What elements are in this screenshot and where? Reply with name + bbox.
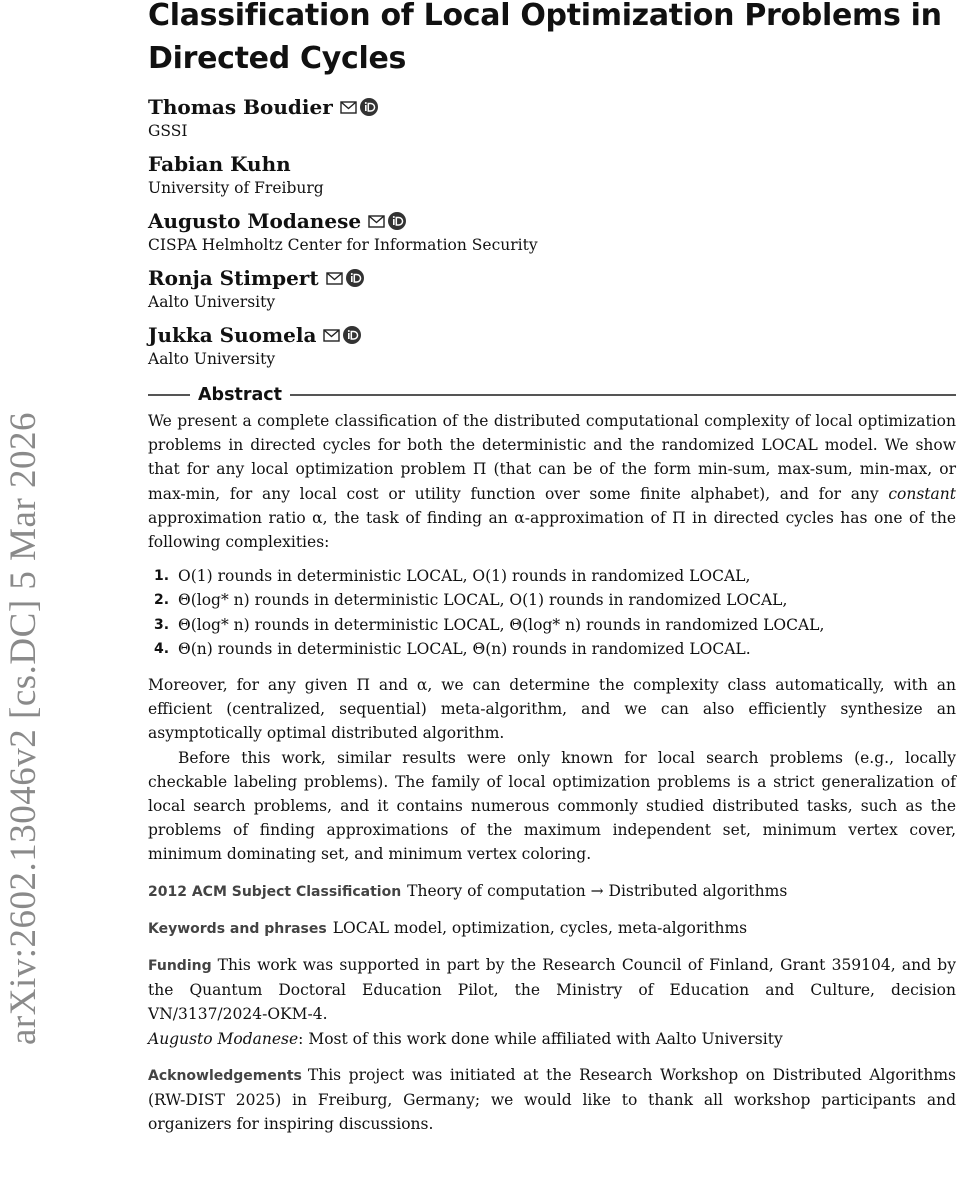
orcid-icon[interactable]: [343, 326, 361, 344]
author-name: Augusto Modanese: [148, 209, 362, 233]
complexity-list: [148, 564, 956, 661]
author-name-row: [148, 151, 956, 177]
list-item: 2. Θ(log* n) rounds in deterministic LOCAL, O(1) rounds in randomized LOCAL,: [154, 591, 788, 610]
author-block: [148, 94, 956, 142]
list-item: 3. Θ(log* n) rounds in deterministic LOCAL, Θ(log* n) rounds in randomized LOCAL,: [154, 615, 825, 634]
author-list: [148, 94, 956, 370]
author-name: Thomas Boudier: [148, 95, 333, 119]
email-icon[interactable]: [368, 215, 385, 228]
email-icon[interactable]: [326, 272, 343, 285]
author-block: [148, 322, 956, 370]
email-icon[interactable]: [340, 101, 357, 114]
author-name: Ronja Stimpert: [148, 266, 319, 290]
email-icon[interactable]: [323, 329, 340, 342]
list-item: 1. O(1) rounds in deterministic LOCAL, O(1) rounds in randomized LOCAL,: [154, 567, 751, 586]
author-affiliation: CISPA Helmholtz Center for Information Security: [148, 236, 538, 254]
abstract-intro: We present a complete classification of the distributed computational complexity of local optimization problems in directed cycles for both the deterministic and the randomized LOCAL model. We show that for any local optimization problem Π (that can be of the form min-sum, max-sum, min-max, or max-min, for any local cost or utility function over some finite alphabet), and for any constant approximation ratio α, the task of finding an α-approximation of Π in directed cycles has one of the following complexities:: [148, 412, 956, 552]
funding: Funding This work was supported in part by the Research Council of Finland, Grant 359104, and by the Quantum Doctoral Education Pilot, the Ministry of Education and Culture, decision VN/3137/2024-OKM-4. Augusto Modanese: Most of this work done while affiliated with Aalto University: [148, 956, 956, 1048]
orcid-icon[interactable]: [346, 269, 364, 287]
author-affiliation: Aalto University: [148, 350, 276, 368]
author-name-row: [148, 208, 956, 234]
author-block: [148, 208, 956, 256]
divider: [290, 394, 956, 396]
list-item: 4. Θ(n) rounds in deterministic LOCAL, Θ(n) rounds in randomized LOCAL.: [154, 639, 751, 658]
funding-note-name: Augusto Modanese: [148, 1029, 299, 1048]
author-name-row: [148, 265, 956, 291]
acm-classification: 2012 ACM Subject Classification Theory of computation → Distributed algorithms: [148, 881, 788, 900]
orcid-icon[interactable]: [360, 98, 378, 116]
arxiv-identifier: arXiv:2602.13046v2 [cs.DC] 5 Mar 2026: [3, 411, 44, 1045]
abstract-heading-row: [148, 382, 956, 408]
abstract-paragraph-2: Moreover, for any given Π and α, we can determine the complexity class automatically, with an efficient (centralized, sequential) meta-algorithm, and we can also efficiently synthesize an asymptotically optimal distributed algorithm.: [148, 676, 956, 743]
author-name: Jukka Suomela: [148, 323, 317, 347]
author-name: Fabian Kuhn: [148, 152, 291, 176]
author-affiliation: Aalto University: [148, 293, 276, 311]
paper-title: Classification of Local Optimization Problems in Directed Cycles: [148, 0, 942, 76]
acknowledgements: Acknowledgements This project was initiated at the Research Workshop on Distributed Algorithms (RW-DIST 2025) in Freiburg, Germany; we would like to thank all workshop participants and organizers for inspiring discussions.: [148, 1065, 956, 1134]
author-block: [148, 265, 956, 313]
abstract-heading: Abstract: [198, 385, 283, 405]
author-name-row: [148, 322, 956, 348]
author-affiliation: University of Freiburg: [148, 179, 324, 197]
divider: [148, 394, 190, 396]
author-affiliation: GSSI: [148, 122, 188, 140]
author-block: [148, 151, 956, 199]
orcid-icon[interactable]: [388, 212, 406, 230]
abstract-paragraph-3: Before this work, similar results were only known for local search problems (e.g., locally checkable labeling problems). The family of local optimization problems is a strict generalization of local search problems, and it contains numerous commonly studied distributed tasks, such as the problems of finding approximations of the maximum independent set, minimum vertex cover, minimum dominating set, and minimum vertex coloring.: [148, 748, 956, 864]
paper-page: [148, 0, 956, 1136]
keywords: Keywords and phrases LOCAL model, optimization, cycles, meta-algorithms: [148, 918, 748, 937]
author-name-row: [148, 94, 956, 120]
